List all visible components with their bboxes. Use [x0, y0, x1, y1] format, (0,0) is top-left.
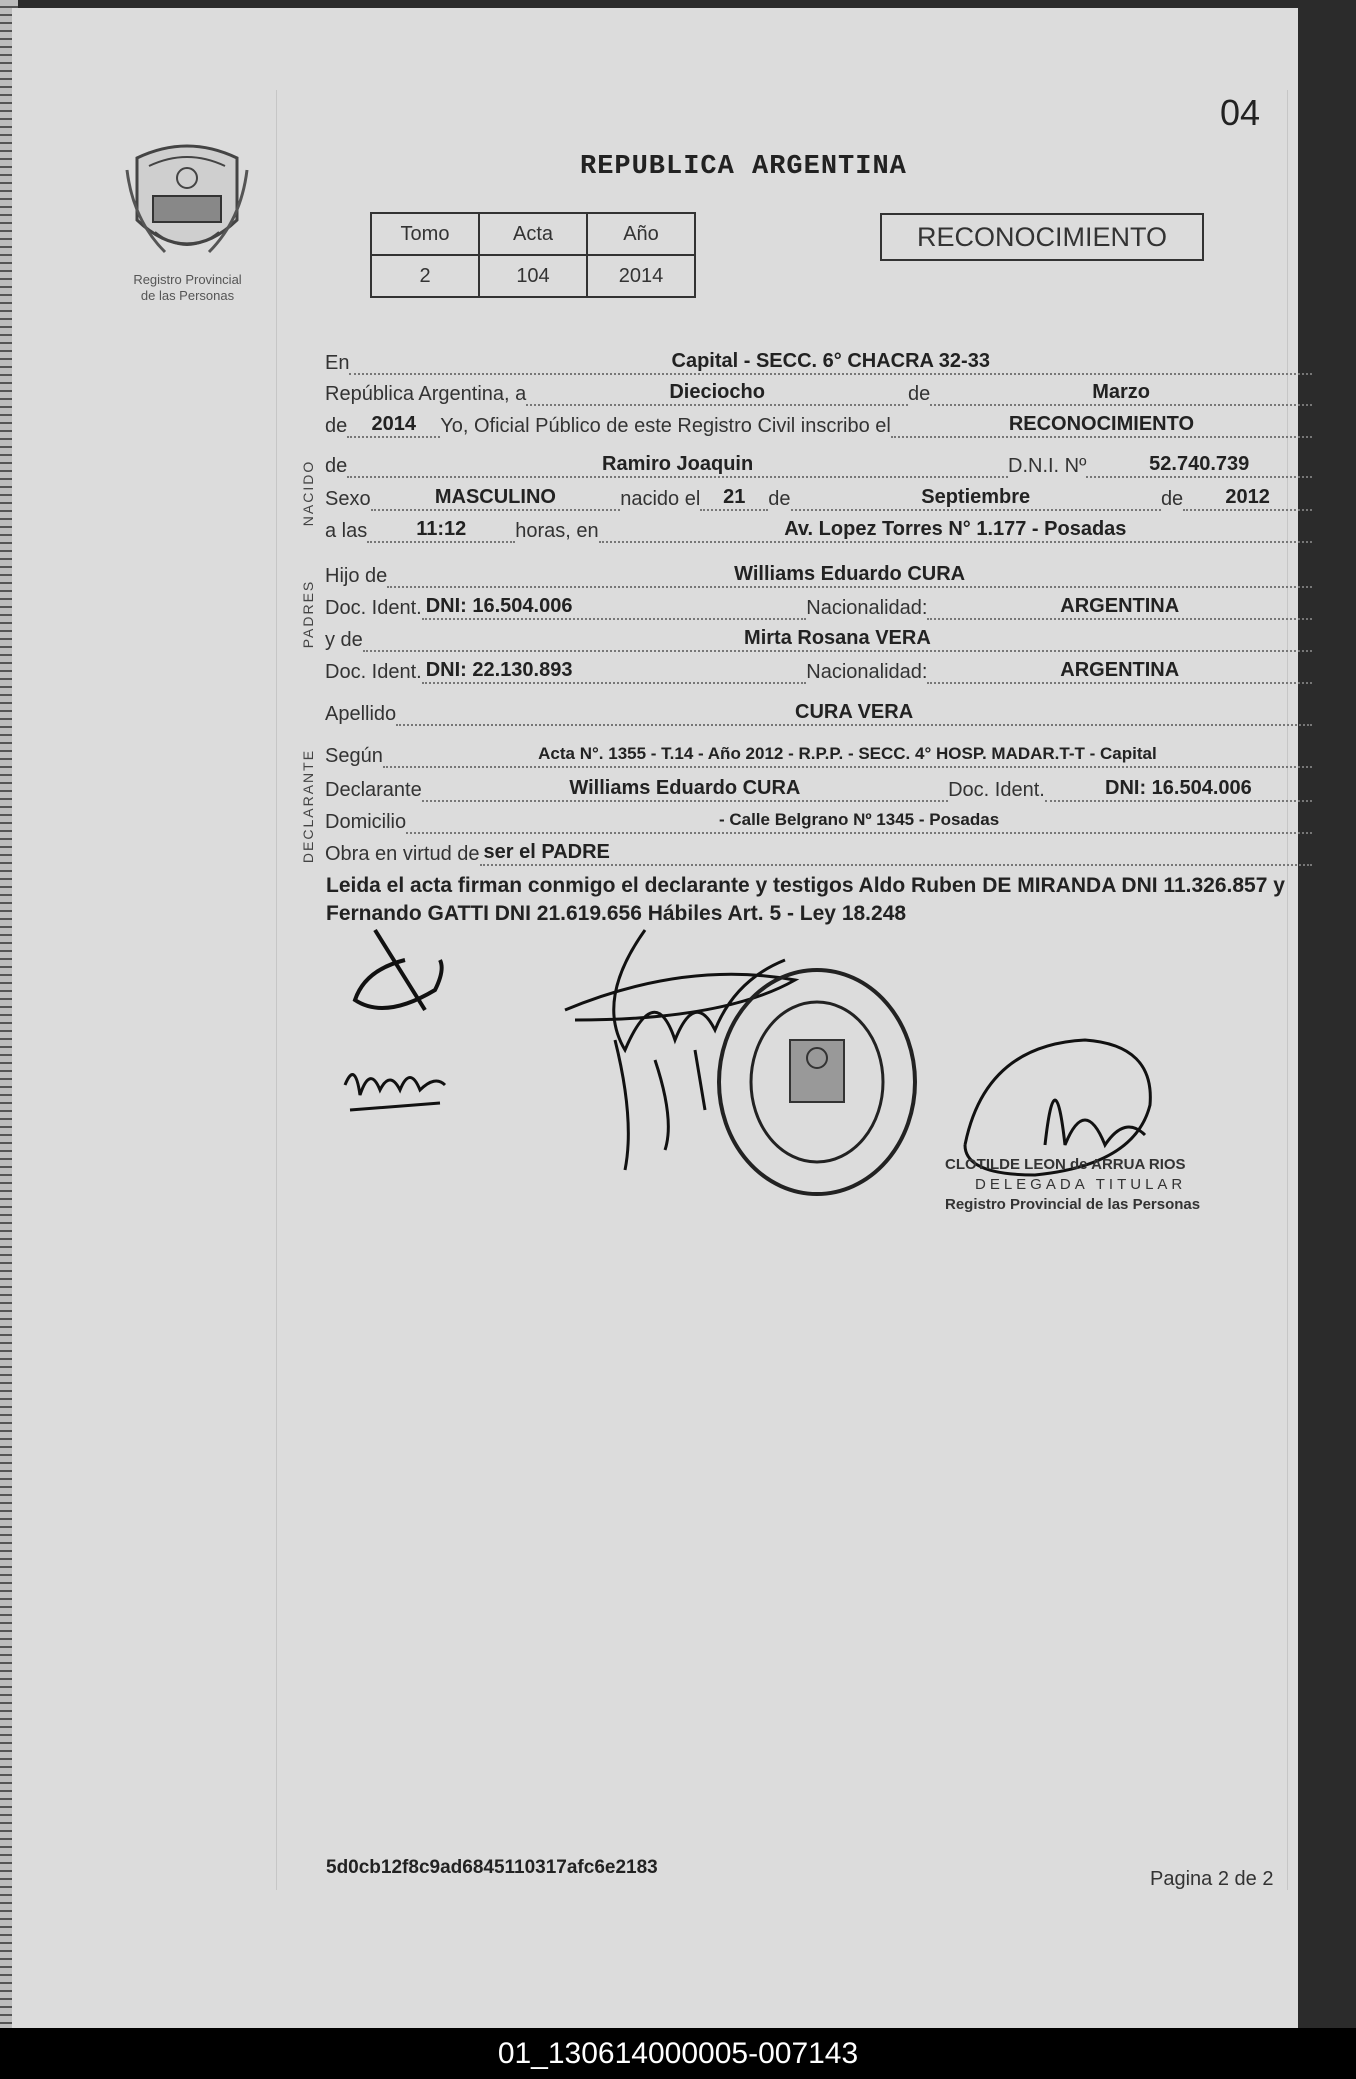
nacido-label: nacido el	[620, 488, 701, 510]
dni-label: D.N.I. Nº	[1008, 455, 1087, 477]
declarant-doc-value: DNI: 16.504.006	[1045, 776, 1312, 802]
segun-value: Acta N°. 1355 - T.14 - Año 2012 - R.P.P. - SECC. 4° HOSP. MADAR.T-T - Capital	[383, 742, 1312, 768]
doc-label-3: Doc. Ident.	[948, 779, 1045, 801]
de-label-4: de	[768, 488, 791, 510]
witness-signature-1	[335, 1055, 455, 1115]
nacionalidad-label: Nacionalidad:	[806, 597, 928, 619]
yde-label: y de	[325, 629, 363, 651]
side-label-nacido: NACIDO	[300, 459, 316, 527]
obra-value: ser el PADRE	[480, 840, 1312, 866]
father-doc-value: DNI: 16.504.006	[422, 594, 807, 620]
month-value: Marzo	[930, 380, 1312, 406]
register-value-tomo: 2	[371, 255, 479, 297]
registry-caption-line-2: de las Personas	[140, 288, 235, 303]
row-father	[325, 560, 1312, 588]
row-declarant	[325, 774, 1312, 802]
stamp-line-3: Registro Provincial de las Personas	[945, 1196, 1201, 1213]
declarant-value: Williams Eduardo CURA	[422, 776, 948, 802]
row-mother	[325, 624, 1312, 652]
day-value: Dieciocho	[526, 380, 908, 406]
row-father-doc	[325, 592, 1312, 620]
horas-label: horas, en	[515, 520, 599, 542]
republic-label: República Argentina, a	[325, 383, 527, 405]
de-label: de	[908, 383, 931, 405]
margin-rule	[276, 90, 277, 1890]
row-name	[325, 450, 1312, 478]
record-type-box: RECONOCIMIENTO	[880, 213, 1204, 261]
officer-text: Yo, Oficial Público de este Registro Civil inscribo el	[440, 415, 891, 437]
nacionalidad-label-2: Nacionalidad:	[806, 661, 928, 683]
birth-year-value: 2012	[1183, 485, 1312, 511]
father-value: Williams Eduardo CURA	[387, 562, 1312, 588]
segun-label: Según	[325, 745, 383, 767]
pagination: Pagina 2 de 2	[1150, 1868, 1274, 1890]
document-hash: 5d0cb12f8c9ad6845110317afc6e2183	[326, 1857, 658, 1878]
obra-label: Obra en virtud de	[325, 843, 480, 865]
register-value-ano: 2014	[587, 255, 695, 297]
surname-value: CURA VERA	[396, 700, 1312, 726]
alas-label: a las	[325, 520, 368, 542]
domicilio-label: Domicilio	[325, 811, 407, 833]
de-label-3: de	[325, 455, 348, 477]
row-surname	[325, 698, 1312, 726]
birth-day-value: 21	[700, 485, 768, 511]
sexo-value: MASCULINO	[371, 485, 621, 511]
registry-seal	[712, 962, 922, 1202]
de-label-2: de	[325, 415, 348, 437]
stamp-line-1: CLOTILDE LEON de ARRUA RIOS	[945, 1156, 1186, 1173]
row-segun	[325, 740, 1312, 768]
time-value: 11:12	[367, 517, 515, 543]
provincial-coat-of-arms-logo	[125, 140, 249, 270]
sexo-label: Sexo	[325, 488, 371, 510]
register-header-ano: Año	[587, 213, 695, 255]
register-value-acta: 104	[479, 255, 587, 297]
row-mother-doc	[325, 656, 1312, 684]
register-header-acta: Acta	[479, 213, 587, 255]
country-heading: REPUBLICA ARGENTINA	[580, 152, 907, 182]
doc-label: Doc. Ident.	[325, 597, 422, 619]
hijo-label: Hijo de	[325, 565, 388, 587]
apellido-label: Apellido	[325, 703, 397, 725]
stamp-line-2: DELEGADA TITULAR	[975, 1176, 1187, 1193]
row-date	[325, 378, 1312, 406]
registry-caption	[110, 272, 265, 304]
domicile-value: - Calle Belgrano Nº 1345 - Posadas	[406, 808, 1312, 834]
file-id-bar: 01_130614000005-007143	[0, 2028, 1356, 2079]
register-header-row	[371, 213, 695, 255]
row-birth	[325, 483, 1312, 511]
row-place	[325, 347, 1312, 375]
registry-caption-line-1: Registro Provincial	[133, 272, 242, 287]
sheet-number: 04	[1220, 92, 1261, 133]
act-value: RECONOCIMIENTO	[891, 412, 1312, 438]
name-value: Ramiro Joaquin	[347, 452, 1008, 478]
row-act	[325, 410, 1312, 438]
row-time-place	[325, 515, 1312, 543]
register-header-tomo: Tomo	[371, 213, 479, 255]
dni-value: 52.740.739	[1086, 452, 1312, 478]
register-value-row	[371, 255, 695, 297]
birth-month-value: Septiembre	[791, 485, 1161, 511]
doc-label-2: Doc. Ident.	[325, 661, 422, 683]
de-label-5: de	[1160, 488, 1184, 510]
birth-place-value: Av. Lopez Torres N° 1.177 - Posadas	[599, 517, 1312, 543]
declarante-label: Declarante	[325, 779, 422, 801]
mother-doc-value: DNI: 22.130.893	[422, 658, 807, 684]
mother-value: Mirta Rosana VERA	[363, 626, 1312, 652]
side-label-padres: PADRES	[300, 579, 316, 649]
row-obra	[325, 838, 1312, 866]
declarant-signature	[345, 920, 455, 1020]
delegate-stamp	[945, 1155, 1200, 1215]
year-value: 2014	[347, 412, 440, 438]
father-nat-value: ARGENTINA	[927, 594, 1312, 620]
place-value: Capital - SECC. 6° CHACRA 32-33	[349, 349, 1312, 375]
mother-nat-value: ARGENTINA	[927, 658, 1312, 684]
side-label-declarante: DECLARANTE	[300, 748, 316, 864]
register-table	[370, 212, 696, 298]
en-label: En	[325, 352, 350, 374]
closing-statement: Leida el acta firman conmigo el declarante y testigos Aldo Ruben DE MIRANDA DNI 11.326.857 y Fernando GATTI DNI 21.619.656 Hábiles Art. 5 - Ley 18.248	[326, 874, 1285, 925]
row-domicile	[325, 806, 1312, 834]
